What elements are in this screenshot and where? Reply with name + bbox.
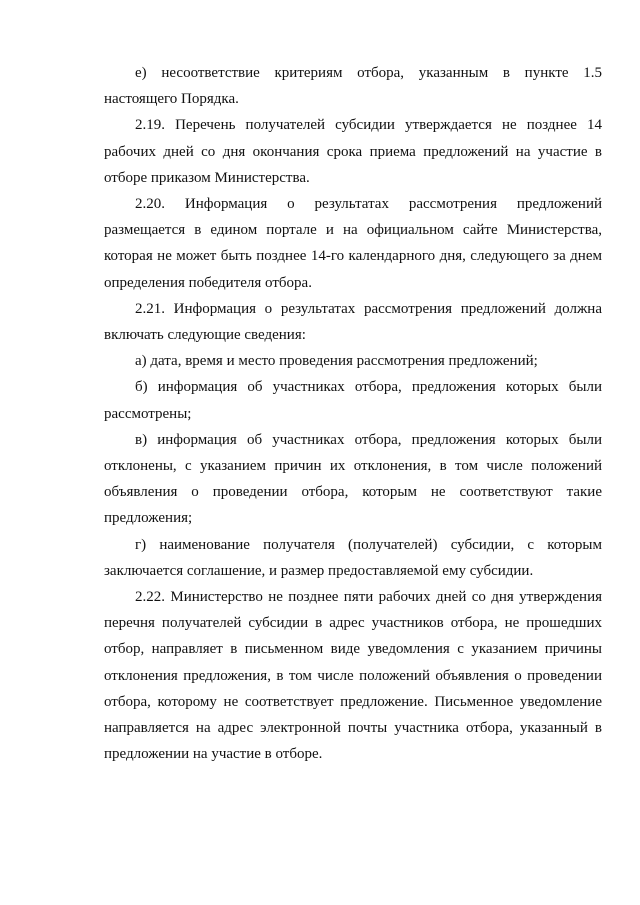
paragraph-item-g: г) наименование получателя (получателей) субсидии, с которым заключается соглашение, и размер предоставляемой ему субсидии. [104, 536, 602, 579]
paragraph-item-a: а) дата, время и место проведения рассмотрения предложений; [135, 353, 538, 370]
paragraph-item-b: б) информация об участниках отбора, предложения которых были рассмотрены; [104, 379, 602, 422]
paragraph-2-20: 2.20. Информация о результатах рассмотрения предложений размещается в едином портале и на официальном сайте Министерства, которая не может быть позднее 14-го календарного дня, следующего за днем определения победителя отбора. [104, 196, 602, 291]
paragraph-2-22: 2.22. Министерство не позднее пяти рабочих дней со дня утверждения перечня получателей субсидии в адрес участников отбора, не прошедших отбор, направляет в письменном виде уведомления с указанием причины отклонения предложения, в том числе положений объявления о проведении отбора, которому не соответствует предложение. Письменное уведомление направляется на адрес электронной почты участника отбора, указанный в предложении на участие в отборе. [104, 589, 602, 763]
paragraph-criteria-mismatch: е) несоответствие критериям отбора, указанным в пункте 1.5 настоящего Порядка. [104, 65, 602, 108]
paragraph-2-19: 2.19. Перечень получателей субсидии утверждается не позднее 14 рабочих дней со дня окончания срока приема предложений на участие в отборе приказом Министерства. [104, 117, 602, 186]
paragraph-item-v: в) информация об участниках отбора, предложения которых были отклонены, с указанием причин их отклонения, в том числе положений объявления о проведении отбора, которым не соответствуют такие предложения; [104, 431, 602, 527]
paragraph-2-21: 2.21. Информация о результатах рассмотрения предложений должна включать следующие сведения: [104, 300, 602, 344]
